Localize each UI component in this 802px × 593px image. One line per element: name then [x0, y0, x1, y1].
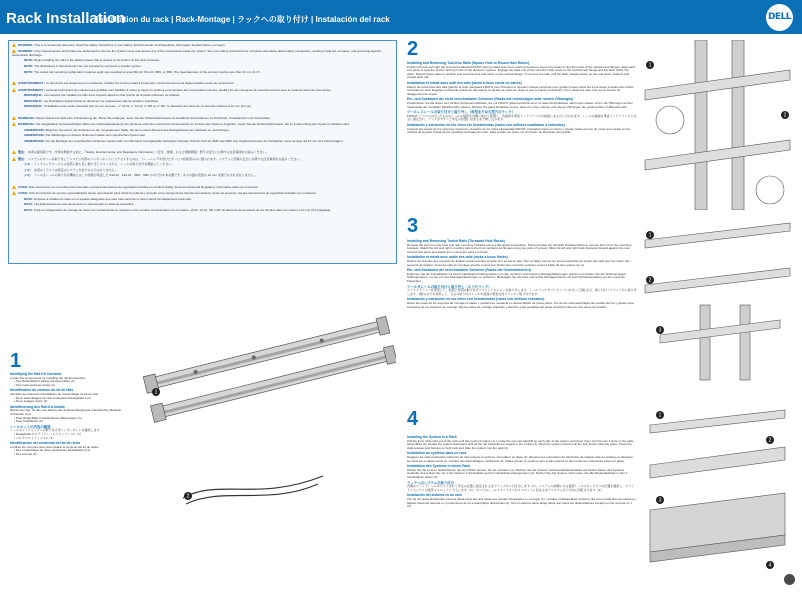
warning-triangle-icon: [12, 191, 16, 195]
svg-text:1: 1: [658, 412, 662, 419]
warning-label: NOTE:: [24, 63, 35, 68]
system-in-rack-illustration: [640, 385, 795, 585]
warning-label: NOTE:: [24, 58, 35, 63]
step-4-text: [407, 434, 637, 586]
warning-text: Only trained service technicians are authorized to remove the system cover and access any of the components inside the system. See your safety instructions for complete information about safety precautions, working inside the computer, and protecting against electrostatic discharge.: [12, 49, 381, 57]
tooled-rails-illustration: [640, 215, 795, 385]
warning-label: NOTA:: [24, 207, 35, 212]
warning-triangle-icon: [12, 43, 16, 47]
rail-kit-illustration: [134, 262, 396, 452]
warning-label: AVISO:: [18, 184, 29, 189]
safety-warnings-box: [8, 40, 397, 264]
warning-label: AVERTISSEMENT :: [18, 87, 46, 92]
warning-item: [12, 59, 393, 63]
warning-label: NOTE:: [24, 69, 35, 74]
warning-item: [12, 163, 393, 167]
warning-text: l'installation avec outils nécessite huit vis non fournies : n° 10-32, n° 12-24, n° M5 ou n° M6. Le diamètre des têtes de vis doit être inférieur à 10 mm (0,4 po).: [44, 104, 252, 109]
warning-text: Begin installing the rails in the allotted space that is closest to the bottom of the rack enclosure.: [34, 58, 161, 63]
section-body: FRONT とラベルの付いた左右のレールの端部を内側に向けて配置し、各端部を垂直ラックフランジの前面にある穴に合わせます。レールの後端を垂直ラックフランジに完全に固定され、ラッチがカチッと所定の位置に収まるまで押し込みます。: [407, 113, 637, 122]
section-body: Coloque las piezas de los extremos izquierdo y derecho de los rieles etiquetadas FRONT orientadas hacia el interior y oriente cada extremo de modo que encaje en los orificios de la parte frontal de las pestañas verticales del rack. Para extraer los rieles, tire del botón de liberación del pestillo.: [407, 126, 630, 135]
section-heading: Instalación del sistema en un rack: [407, 493, 463, 498]
svg-text:2: 2: [783, 112, 787, 119]
svg-text:4: 4: [768, 562, 772, 569]
warning-item: [12, 88, 393, 92]
section-body: Entfernen Sie die Kontaktstifte mit einem Flachkopfschraubendreher von den vorderen und hinteren Montagehalterungen. Ziehen und drehen Sie die Schienenriegel-Teilbaugruppen, um sie von den Montagehalterungen zu entfernen. Befestigen Sie die linke und rechte Montageschiene mit zwei Schraubenpaaren an den vorderen Flanschen.: [407, 271, 627, 283]
warning-text: 本書は簡易版です。作業を開始する前に、『Safety, Environmental, and Regulatory Information』（安全、環境、および規制情報）冊子の安全にお関する注意事項をお読みください。: [27, 150, 269, 155]
warning-label: WARNUNG:: [18, 121, 36, 126]
warning-item: [12, 81, 393, 85]
section-body: レールキットアセンブリの取り付け用コンポーネントを確認します。: [10, 428, 103, 433]
svg-text:2: 2: [186, 493, 190, 500]
section-heading: ラックへのシステムの取り付け: [407, 480, 455, 485]
warning-text: ラックエンクロージャの底部に最も近い割り当てスペースから、レールの取り付けを開始してください。: [33, 162, 175, 167]
section-body: Positionieren Sie die linken und rechten Schienenendstücke, die mit FRONT gekennzeichnet sind, so dass die Endstücke nach innen weisen und in die Öffnungen auf der Vorderseite der vertikalen Rackflansche passen. Richten Sie jedes Endstück so aus, dass es in den unteren und oberen Öffnungen der gewünschten U-Bereiche sitzt.: [407, 100, 633, 109]
section-list-item: • Deux sangles velcro (2): [14, 399, 48, 404]
section-heading: Installation du système dans un rack: [407, 451, 467, 456]
section-heading: Installing and Removing Tool-less Rails (Square Hole or Round Hole Racks): [407, 61, 530, 65]
warning-text: ce document est uniquement un condensé. Veuillez lire le livret relatif à la sécurité, l'environnement et la réglementation avant de commencer.: [45, 80, 235, 85]
warning-label: WARNING:: [18, 49, 35, 54]
section-heading: Identifizierung des Rail-Kit-Inhalts: [10, 404, 65, 409]
warning-text: Dieses Dokument stellt eine Kurzanleitung dar. Bevor Sie anfangen, lesen Sie die Sicherheitshinweise im Handbuch Informationen zu Sicherheit, Umweltschutz und Vorschriften.: [35, 115, 271, 120]
section-heading: Installation et retrait avec outils des rails (racks à trous filetés): [407, 255, 508, 260]
section-body: Retirez les broches des supports de fixation avant et arrière à l'aide d'un tournevis plat. Tirez et faites tourner les sous-ensembles de loquet des rails pour les retirer des supports de fixation. Fixez les rails de montage gauche et droit aux brides des montants verticaux avant à l'aide de deux paires de vis.: [407, 258, 630, 267]
warning-triangle-icon: [12, 116, 16, 120]
warning-item: [12, 71, 393, 75]
section-body: Locate the components for installing the rail kit assembly:: [10, 375, 87, 380]
warning-item: [12, 116, 393, 120]
warning-triangle-icon: [12, 88, 16, 92]
svg-text:3: 3: [658, 327, 662, 334]
page-corner-mark: [784, 574, 795, 585]
warning-item: [12, 174, 393, 178]
hook-and-loop-straps-illustration: [178, 468, 328, 508]
section-heading: Installing and Removing Tooled Rails (Threaded Hole Racks): [407, 239, 505, 243]
warning-text: This is a condensed reference. Read the safety instructions in your Safety, Environmental, and Regulatory Information booklet before you begin.: [34, 42, 226, 47]
warning-triangle-icon: [12, 122, 16, 126]
svg-text:1: 1: [648, 62, 652, 69]
warning-item: [12, 203, 393, 207]
warning-text: The tooled rail mounting configuration requires eight user-supplied screws #10-32, #12-24, #M5, or #M6. The head diameter of the screws must be less than 10 mm (0.4").: [34, 69, 261, 74]
warning-text: The illustrations in this document are not intended to represent a specific system.: [34, 63, 142, 68]
svg-text:1: 1: [154, 389, 158, 396]
warning-label: メモ：: [24, 173, 34, 178]
section-body: マイナスドライバを使用して、前面と背面の取り付けブラケットからピンを取り外します。レールラッチサブアセンブリを引いて回転させ、取り付けブラケットから取り外します。2組のネジを使用して、左右の取り付けレールを前面の垂直支柱フランジに取り付けます。: [407, 288, 637, 296]
warning-item: [12, 100, 393, 104]
svg-text:1: 1: [648, 232, 652, 239]
section-body: Position the left and right rail end pieces labeled FRONT facing inward and orient each end piece to seat in the holes on the front side of the vertical rack flanges. Align each end piece to seat the bottom and top holes of the desired U spaces. Engage the back end of the rail until it fully seats on the vertical rack flange and the latch clicks into place. Repeat these steps to position and seat the front end piece on the vertical flange. To remove the rails, pull the latch release button on the end piece midpoint and unseat each rail.: [407, 64, 636, 80]
warning-text: Las ilustraciones de este documento no representan un sistema específico.: [34, 202, 135, 207]
section-heading: Ein- und Ausbauen der nicht verschraubten Schienen (Racks mit rechteckigen oder runden Öffnungen): [407, 97, 574, 102]
warning-item: [12, 105, 393, 109]
section-body: Ziehen Sie die inneren Gleitschienen aus dem Rack heraus, bis sie einrasten (1). Machen Sie die hinteren Schienenabstandsstücke auf beiden Seiten des Systems ausfindig und senken Sie sie in die hinteren J-Steckplätze auf den Gleitschienenbaugruppen (2). Drehen Sie das System nach unten, bis alle Abstandsstücke in den J-Steckplätzen sitzen (3).: [407, 467, 629, 479]
warning-item: [12, 209, 393, 213]
section-heading: Identifying the Rail Kit Contents: [10, 372, 62, 376]
warning-label: WARNUNG:: [18, 115, 36, 120]
warning-text: Empiece a instalar los rieles en el espacio designado que esté más cerca de la parte inferior del alojamiento para rack.: [34, 196, 192, 201]
warning-label: 警告：: [18, 150, 28, 155]
section-list-item: • Zwei Klettbänder (2): [14, 419, 43, 424]
svg-text:2: 2: [768, 437, 772, 444]
section-body: Dégagez les rails coulissants intérieurs du rack jusqu'à ce qu'ils se verrouillent en place (1). Repérez les entretoises de rail arrière de chaque côté du système et abaissez-les dans les emplacements en J arrière des assemblages coulissants (2). Faites pivoter le système vers le bas jusqu'à ce que toutes les entretoises soient en place.: [407, 454, 634, 463]
section-body: Bestimmen Sie, ob alle zum Einbau der Schienenbaugruppe erforderlichen Bauteile vorhanden sind:: [10, 408, 122, 416]
warning-item: [12, 185, 393, 189]
section-list-item: • Dos correas (2): [14, 451, 37, 456]
step-1-text: [10, 371, 130, 586]
svg-text:3: 3: [658, 497, 662, 504]
step-2-number: 2: [407, 38, 419, 60]
warning-label: メモ：: [24, 162, 34, 167]
section-body: Localice los componentes para instalar el conjunto del kit de rieles:: [10, 444, 99, 449]
warning-text: 本書のイラストは特定のシステムを表すものではありません。: [33, 167, 118, 172]
step-4-number: 4: [407, 408, 419, 430]
warning-item: [12, 49, 393, 57]
section-body: Identifiez les éléments d'installation de l'assemblage du kit de rails :: [10, 391, 100, 396]
step-1-number: 1: [10, 350, 22, 372]
section-heading: Ein- und Ausbauen der verschraubten Schienen (Racks mit Gewindelöchern): [407, 268, 531, 273]
section-heading: レールキットの内容の確認: [10, 424, 51, 429]
warning-label: ANMERKUNG:: [24, 133, 46, 138]
warning-text: Für die Montage der verschraubten Schienen werden acht vom Benutzer bereitgestellte Schrauben benötigt: #10-32, #12-24, #M5 oder #M6. Der Kopfdurchmesser der Schrauben muss weniger als 10 mm (0,4 Zoll) betragen.: [45, 138, 344, 143]
section-list-item: • Deux assemblages de rails coulissants ReadyRails II (1): [14, 395, 91, 400]
warning-text: commencez par installer les rails dans l'espace alloué le plus proche de la partie inférieure du châssis.: [44, 92, 180, 97]
svg-text:2: 2: [648, 277, 652, 284]
warning-label: NOTA:: [24, 202, 35, 207]
section-heading: Identificación del contenido del kit de rieles: [10, 441, 81, 446]
step-3-number: 3: [407, 215, 419, 237]
step-2-text: [407, 60, 637, 210]
warning-label: ANMERKUNG:: [24, 127, 46, 132]
callout-1-label: [152, 388, 160, 396]
section-heading: Installing the System in a Rack: [407, 435, 457, 439]
warning-item: [12, 65, 393, 69]
warning-label: メモ：: [24, 167, 34, 172]
warning-item: [12, 134, 393, 138]
section-heading: ツールレスレールの取り付けと取り外し（角型または丸型穴のラック）: [407, 110, 516, 115]
page-title: Rack Installation: [6, 10, 126, 27]
warning-text: Este documento es una referencia resumida. Lea las instrucciones de seguridad incluidas en el folleto Safety, Environmental and Regulatory Information antes de comenzar.: [28, 184, 259, 189]
brand-logo: DELL: [766, 4, 793, 31]
page-header: [0, 0, 802, 34]
warning-label: AVERTISSEMENT :: [18, 80, 46, 85]
section-heading: ツール式レールの取り付けと取り外し（ネジ穴ラック）: [407, 284, 492, 289]
warning-text: les illustrations figurant dans ce document ne représentent pas de système spécifique.: [44, 98, 159, 103]
section-list-item: • Two ReadyRails II sliding rail assemblies (1): [14, 379, 75, 384]
warning-item: [12, 198, 393, 202]
warning-item: [12, 43, 393, 47]
tool-less-rails-illustration: [640, 40, 795, 210]
section-body: Tire de los rieles deslizantes internos hacia fuera del rack hasta que queden bloqueados en su lugar (1). Localice el distanciador posterior del riel en cada lado del sistema y bájelos hacia las ranuras en J posteriores de los ensamblajes deslizantes (2). Gire el sistema hacia abajo hasta que todos los distanciadores encajen en las ranuras en J (3).: [407, 496, 637, 509]
warning-item: [12, 129, 393, 133]
section-list-item: • Two hook-and-loop straps (2): [14, 382, 55, 387]
section-heading: Installation des Systems in einem Rack: [407, 464, 471, 469]
warning-text: Solo los técnicos de servicio especializados tienen autorización para retirar la cubierta y acceder a los componentes internos del sistema. Antes de empezar, lea las instrucciones de seguridad incluidas con el sistema.: [28, 191, 317, 196]
section-list-item: • Dos ensamblajes de rieles deslizantes ReadyRails II (1): [14, 448, 91, 453]
warning-label: WARNING:: [18, 42, 35, 47]
warning-triangle-icon: [12, 185, 16, 189]
warning-label: ANMERKUNG:: [24, 138, 46, 143]
warning-text: Beginnen Sie damit, die Schienen an der vorgesehenen Stelle, die dem unteren Bereich des Rackgehäuses am nächsten ist, anzubringen.: [45, 127, 230, 132]
warning-triangle-icon: [12, 157, 16, 161]
warning-item: [12, 94, 393, 98]
warning-label: REMARQUE :: [24, 98, 45, 103]
warning-item: [12, 140, 393, 144]
section-heading: Installation et retrait sans outil des rails (racks à trous ronds ou carrés): [407, 80, 522, 85]
warning-label: 警告：: [18, 156, 28, 161]
warning-text: ツール式レールの取り付け構成には、お客様が用意した #10-32、#12-24、#M5、#M6 のネジが 8 本必要です。ネジの頭の直径は 10 mm 未満でなければなりません。: [33, 173, 257, 178]
warning-triangle-icon: [12, 81, 16, 85]
section-list-item: • ベルクロストラップ x 2（2）: [14, 435, 56, 440]
page-subtitle: Installation du rack | Rack-Montage | ラックへの取り付け | Instalación del rack: [96, 15, 390, 24]
warning-text: seuls les techniciens de maintenance qualifiés sont habilités à retirer le capot du système pour accéder aux composants internes. Veuillez lire les consignes de sécurité fournies avec le système avant de commencer.: [45, 87, 332, 92]
warning-item: [12, 157, 393, 161]
section-heading: Instalación y extracción de los rieles sin herramientas (racks con orificios cuadrados o redondos): [407, 122, 565, 127]
step-3-text: [407, 238, 637, 368]
warning-item: [12, 122, 393, 126]
warning-text: Nur ausgebildete Servicetechniker dürfen die Gehäuseabdeckung des Systems entfernen und auf die Komponenten im Inneren des Systems zugreifen. Lesen Sie die Sicherheitshinweise, die im Lieferumfang des Systems enthalten sind.: [35, 121, 350, 126]
section-body: 内側のスライドレールをロックされて所定の位置に固定されるまでラックから引き出します（1）。システムの両側にある後部レールスタンドオフの位置を確認し、スライドアセンブリの後部 J スロットに下ろします（2）。すべてのレールスタンドオフが J スロットに収まるまでシステムを下方向に回転させます（3）。: [407, 484, 635, 492]
warning-label: AVISO:: [18, 191, 29, 196]
section-body: Placez les extrémités des rails gauche et droit marquées FRONT vers l'intérieur et orientez chaque extrémité pour qu'elle s'insère dans les trous situés à l'avant des brides verticales du rack. Engagez l'extrémité arrière du rail jusqu'à ce qu'elle se mette en place et que le loquet s'enclenche. Pour retirer les rails, tirez sur le bouton de dégagement du loquet.: [407, 84, 634, 96]
section-body: Retire las patas de los soportes de montaje frontales y posteriores mediante un destornillador de punta plana. Tire de los subensamblajes del pestillo del riel y gírelos para extraerlos de los soportes de montaje. Fije los rieles de montaje izquierdo y derecho a las pestañas del poste vertical frontal con dos pares de tornillos.: [407, 300, 634, 309]
section-body: Remove the pins from the front and rear mounting brackets using a flat-tipped screwdriver. Pull and rotate the rail latch subassemblies to remove them from the mounting brackets. Attach the left and right mounting rails to the front vertical post flanges using two pairs of screws. Slide the left and right back brackets forward against the rear vertical rack posts and attach them using two pairs of screws.: [407, 242, 632, 254]
section-heading: Instalación y extracción de los rieles con herramientas (racks con orificios roscados): [407, 297, 545, 302]
section-list-item: • Zwei ReadyRails II Gleitschienen-Baugruppen (1): [14, 415, 82, 420]
section-list-item: • ReadyRails II スライドレールアセンブリ x 2（1）: [14, 431, 83, 436]
warning-item: [12, 191, 393, 195]
warning-item: [12, 150, 393, 154]
warning-text: システムのカバーを取り外してシステム内部のコンポーネントにアクセスするのは、トレーニングを受けたサービス技術者のみに限られます。システムに付属の安全にお関する注意事項をお読みください。: [27, 156, 303, 161]
warning-label: REMARQUE :: [24, 104, 45, 109]
warning-label: REMARQUE :: [24, 92, 45, 97]
warning-label: NOTA:: [24, 196, 35, 201]
warning-text: Para la configuración de montaje de rieles con herramientas se requieren ocho tornillos suministrados por el usuario: 10-32, 12-24, M5 o M6. El diámetro de la cabeza de los tornillos debe ser inferior a 10 mm (0,4 pulgadas).: [34, 207, 332, 212]
warning-triangle-icon: [12, 150, 16, 154]
section-body: Pull the inner slide rails out of the rack until they lock into place (1). Locate the rear rail standoff on each side of the system and lower them into the rear J-slots on the slide assemblies (2). Rotate the system downward until all the rail standoffs are seated in the J-slots (3). Push the system inward until the lock levers click into place. Press the slide-release lock buttons on both rails and slide the system into the rack (4).: [407, 438, 634, 450]
warning-text: Die Abbildungen in diesem Dokument stellen kein spezifisches System dar.: [45, 133, 146, 138]
warning-item: [12, 169, 393, 173]
section-heading: Identification du contenu du kit de rails: [10, 388, 74, 393]
